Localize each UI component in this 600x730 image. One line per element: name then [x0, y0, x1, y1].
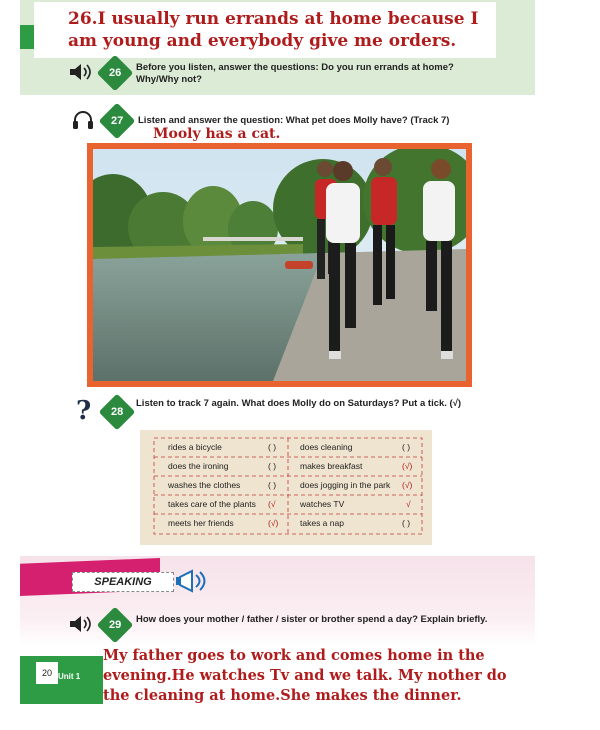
tick-item-left: washes the clothes [168, 480, 241, 490]
tick-item-right: does cleaning [300, 442, 353, 452]
tick-item-left: meets her friends [168, 518, 234, 528]
question-icon: ? [76, 396, 92, 426]
tick-item-right: does jogging in the park [300, 480, 391, 490]
tick-item-left: rides a bicycle [168, 442, 222, 452]
answer-29-text: My father goes to work and comes home in the evening.He watches Tv and we talk. My nother do the cleaning at home.She makes the dinner. [103, 647, 507, 704]
exercise-number-28: 28 [99, 394, 136, 431]
headphones-icon [72, 110, 94, 135]
megaphone-icon [176, 568, 210, 599]
tick-item-right: takes a nap [300, 518, 344, 528]
tick-item-left: does the ironing [168, 461, 229, 471]
answer-27-text: Mooly has a cat. [153, 126, 281, 142]
tick-mark-left[interactable]: ( ) [268, 480, 277, 490]
tick-table [140, 430, 432, 545]
exercise-29-question: How does your mother / father / sister or brother spend a day? Explain briefly. [136, 614, 488, 625]
unit-label: Unit 1 [58, 672, 81, 681]
page-number: 20 [36, 662, 58, 684]
tick-mark-left[interactable]: (√) [268, 518, 279, 528]
tick-mark-right[interactable]: √ [406, 499, 411, 509]
exercise-28-question: Listen to track 7 again. What does Molly do on Saturdays? Put a tick. (√) [136, 398, 462, 409]
speaking-label: SPEAKING [72, 572, 174, 592]
tick-item-right: watches TV [300, 499, 345, 509]
speaker-icon [70, 64, 94, 85]
tick-mark-left[interactable]: ( ) [268, 442, 277, 452]
tick-mark-right[interactable]: ( ) [402, 442, 411, 452]
exercise-number-27: 27 [99, 103, 136, 140]
running-women-photo [93, 149, 466, 381]
tick-item-left: takes care of the plants [168, 499, 256, 509]
exercise-26-question: Before you listen, answer the questions: Do you run errands at home? Why/Why not? [136, 62, 454, 85]
answer-29-box [103, 646, 533, 704]
tick-mark-right[interactable]: (√) [402, 461, 413, 471]
tick-mark-right[interactable]: ( ) [402, 518, 411, 528]
answer-26-box [34, 2, 496, 58]
tick-item-right: makes breakfast [300, 461, 363, 471]
answer-26-text: 26.I usually run errands at home because I am young and everybody give me orders. [68, 9, 479, 51]
tick-mark-left[interactable]: (√ [268, 499, 276, 509]
section-tab [20, 25, 34, 49]
tick-mark-right[interactable]: (√) [402, 480, 413, 490]
tick-mark-left[interactable]: ( ) [268, 461, 277, 471]
speaker-icon [70, 616, 94, 637]
exercise-number-26: 26 [97, 55, 134, 92]
exercise-number-29: 29 [97, 607, 134, 644]
exercise-27-question: Listen and answer the question: What pet does Molly have? (Track 7) [138, 115, 450, 126]
